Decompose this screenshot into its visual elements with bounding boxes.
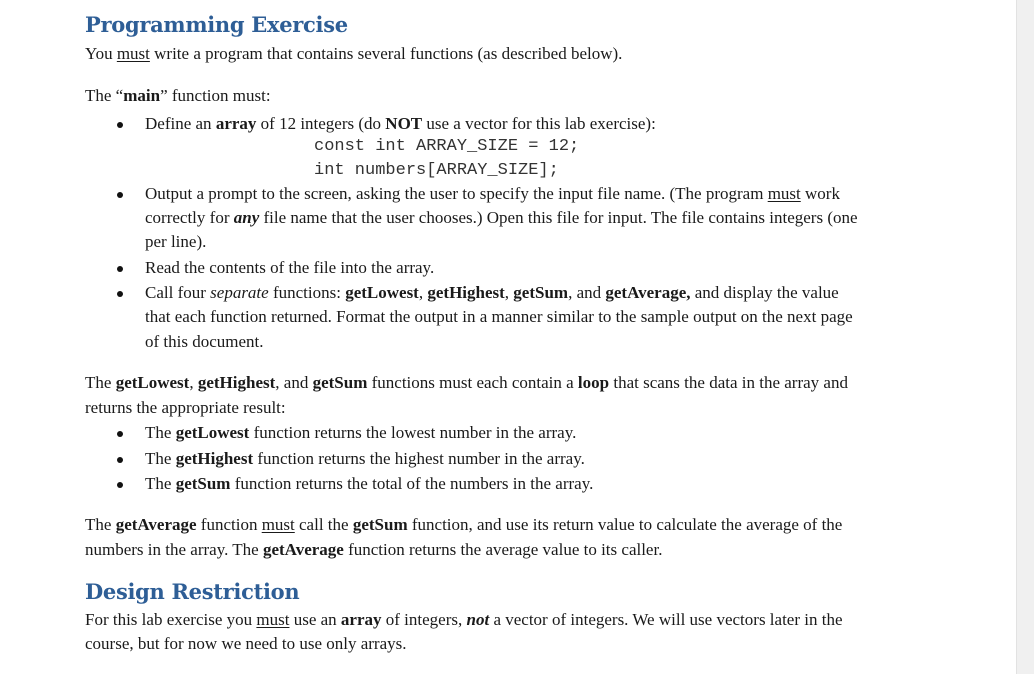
avg-must: must [261, 515, 295, 534]
b1-c: use a vector for this lab exercise): [422, 114, 656, 133]
main-intro-b: ” function must: [160, 86, 271, 105]
b4-d: and display the value [690, 283, 839, 302]
b2-l1b: work [800, 184, 840, 203]
restriction-line-2: course, but for now we need to use only arrays. [85, 634, 407, 653]
avg-c: call the [294, 515, 353, 534]
b2-line-1 [145, 184, 840, 204]
r-d: a vector of integers. We will use vectors later in the [489, 610, 843, 629]
code-line-2: int numbers[ARRAY_SIZE]; [314, 161, 559, 180]
r-a: For this lab exercise you [85, 610, 257, 629]
s2-a: The [145, 449, 176, 468]
b1-a: Define an [145, 114, 216, 133]
loop-c1: , [189, 373, 198, 392]
loop-c2: , and [275, 373, 313, 392]
b2-l1a: Output a prompt to the screen, asking the user to specify the input file name. (The program [145, 184, 768, 203]
avg-f2: getSum [352, 515, 408, 534]
intro-text-b: write a program that contains several functions (as described below). [149, 44, 623, 63]
avg-f: getAverage [115, 515, 197, 534]
bullet-dot [117, 482, 123, 488]
b1-b: of 12 integers (do [256, 114, 386, 133]
loop-line-1 [85, 373, 848, 393]
bullet-define-array [145, 114, 656, 134]
sub-bullet-lowest [145, 423, 576, 443]
s1-f: getLowest [175, 423, 250, 442]
s3-b: function returns the total of the numbers in the array. [230, 474, 594, 493]
bullet-dot [117, 122, 123, 128]
b2-line-2 [145, 208, 858, 228]
loop-a: The [85, 373, 116, 392]
b4-f4: getAverage, [605, 283, 691, 302]
b4-a: Call four [145, 283, 211, 302]
b4-line-1 [145, 283, 839, 303]
avg-line-2 [85, 540, 662, 560]
b4-f1: getLowest [345, 283, 419, 302]
avg-a: The [85, 515, 116, 534]
s3-a: The [145, 474, 176, 493]
loop-b: functions must each contain a [367, 373, 578, 392]
b1-array: array [215, 114, 257, 133]
b2-must: must [767, 184, 801, 203]
loop-f1: getLowest [115, 373, 190, 392]
b2-line-3: per line). [145, 232, 207, 251]
loop-line-2: returns the appropriate result: [85, 398, 286, 417]
r-c: of integers, [381, 610, 467, 629]
bullet-dot [117, 192, 123, 198]
avg-line-1 [85, 515, 842, 535]
avg-l2a: numbers in the array. The [85, 540, 263, 559]
bullet-dot [117, 291, 123, 297]
bullet-dot [117, 457, 123, 463]
s2-b: function returns the highest number in the array. [253, 449, 585, 468]
b4-line-3: of this document. [145, 332, 264, 351]
sub-bullet-sum [145, 474, 593, 494]
loop-f3: getSum [312, 373, 368, 392]
s3-f: getSum [175, 474, 231, 493]
main-keyword: main [123, 86, 161, 105]
b4-b: functions: [268, 283, 346, 302]
avg-b: function [196, 515, 262, 534]
avg-l2b: function returns the average value to its caller. [343, 540, 663, 559]
r-not: not [466, 610, 490, 629]
b4-c1: , [418, 283, 428, 302]
loop-c: that scans the data in the array and [609, 373, 848, 392]
b4-separate: separate [210, 283, 269, 302]
intro-text-a: You [85, 44, 117, 63]
b2-any: any [233, 208, 260, 227]
b4-f2: getHighest [427, 283, 505, 302]
b4-f3: getSum [513, 283, 569, 302]
heading-design-restriction: Design Restriction [85, 579, 300, 604]
intro-must: must [116, 44, 150, 63]
r-must: must [256, 610, 290, 629]
b4-line-2: that each function returned. Format the output in a manner similar to the sample output on the next page [145, 307, 853, 326]
r-b: use an [289, 610, 341, 629]
avg-d: function, and use its return value to calculate the average of the [407, 515, 843, 534]
bullet-dot [117, 431, 123, 437]
main-intro [85, 86, 271, 106]
s1-a: The [145, 423, 176, 442]
main-intro-a: The “ [85, 86, 124, 105]
intro-paragraph [85, 44, 622, 64]
s2-f: getHighest [175, 449, 254, 468]
restriction-line-1 [85, 610, 843, 630]
loop-f2: getHighest [197, 373, 276, 392]
r-array: array [340, 610, 382, 629]
b1-not: NOT [385, 114, 423, 133]
b2-l2a: correctly for [145, 208, 234, 227]
heading-programming-exercise: Programming Exercise [85, 12, 348, 37]
b2-l2b: file name that the user chooses.) Open this file for input. The file contains integers (one [259, 208, 858, 227]
bullet-dot [117, 266, 123, 272]
b3-line: Read the contents of the file into the array. [145, 258, 435, 277]
b4-c3: , and [568, 283, 606, 302]
s1-b: function returns the lowest number in the array. [249, 423, 577, 442]
avg-l2f: getAverage [262, 540, 344, 559]
code-line-1: const int ARRAY_SIZE = 12; [314, 137, 580, 156]
scrollbar-track[interactable] [1016, 0, 1034, 674]
sub-bullet-highest [145, 449, 585, 469]
b4-c2: , [504, 283, 514, 302]
loop-keyword: loop [577, 373, 610, 392]
